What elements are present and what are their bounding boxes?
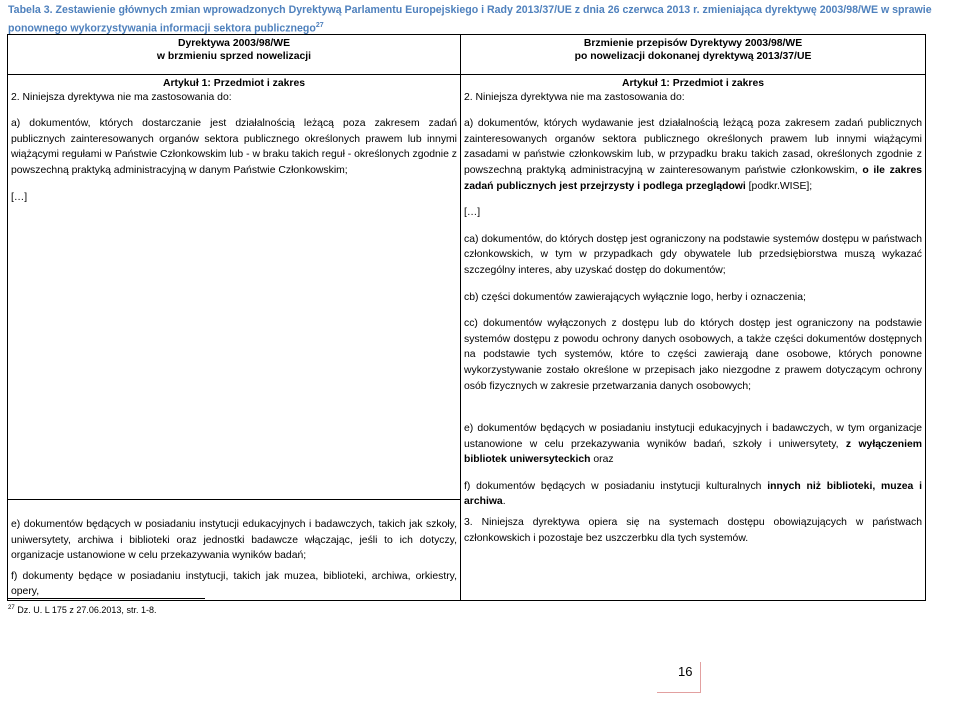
- header-right-line1: Brzmienie przepisów Dyrektywy 2003/98/WE: [583, 38, 803, 49]
- footnote: [8, 602, 156, 616]
- footnote-separator: [8, 598, 205, 599]
- table-caption: [8, 3, 958, 37]
- left-ellipsis: […]: [11, 191, 28, 203]
- right-article-heading: Artykuł 1: Przedmiot i zakres: [621, 78, 765, 89]
- left-point-e: e) dokumentów będących w posiadaniu instytucji edukacyjnych i badawczych, takich jak szkoły, uniwersytety, archiwa i biblioteki oraz jednostki badawcze włączając, jeśli to ich dotyczy, organizacje ustanowione w celu przekazywania wyników badań;: [11, 519, 457, 562]
- header-left: [8, 35, 461, 75]
- header-left-line1: Dyrektywa 2003/98/WE: [177, 38, 291, 49]
- left-article-heading: Artykuł 1: Przedmiot i zakres: [162, 78, 306, 89]
- header-left-line2: w brzmieniu sprzed nowelizacji: [156, 51, 312, 62]
- right-point-3: 3. Niniejsza dyrektywa opiera się na systemach dostępu obowiązujących w państwach członkowskich i pozostaje bez uszczerbku dla tych systemów.: [464, 517, 922, 544]
- right-point-cb: cb) części dokumentów zawierających wyłącznie logo, herby i oznaczenia;: [464, 291, 806, 303]
- right-point-f: f) dokumentów będących w posiadaniu instytucji kulturalnych innych niż biblioteki, muzea i archiwa.: [464, 480, 922, 508]
- page-number: 16: [678, 664, 693, 679]
- right-ellipsis: […]: [464, 207, 481, 219]
- right-point-cc: cc) dokumentów wyłączonych z dostępu lub do których dostęp jest ograniczony na podstawie systemów dostępu z powodu ochrony danych osobowych, a także części dokumentów dostępnych na podstawie tych systemów, które to części zawierają dane osobowe, których ponowne wykorzystywanie zostało określone w przepisach jako niezgodne z prawem dotyczącym ochrony osób fizycznych w zakresie przetwarzania danych osobowych;: [464, 318, 922, 392]
- left-point-f: f) dokumenty będące w posiadaniu instytucji, takich jak muzea, biblioteki, archiwa, orkiestry, opery,: [11, 570, 457, 598]
- right-column: [461, 75, 926, 601]
- left-column-upper: [8, 75, 461, 500]
- right-point-f-emphasis: innych niż biblioteki, muzea i archiwa: [464, 480, 922, 508]
- right-point-e: e) dokumentów będących w posiadaniu instytucji edukacyjnych i badawczych, w tym organizacje ustanowione w celu przekazywania wyników badań, szkoły i uniwersytety, z wyłączeniem bibliotek uniwersyteckich oraz: [464, 423, 922, 466]
- right-point-e-emphasis: z wyłączeniem bibliotek uniwersyteckich: [464, 438, 922, 466]
- right-point-ca: ca) dokumentów, do których dostęp jest ograniczony na podstawie systemów dostępu w państwach członkowskich, w tym w przypadkach gdy obywatele lub przedsiębiorstwa muszą wykazać szczególny interes, aby uzyskać dostęp do dokumentów;: [464, 233, 922, 276]
- header-right-line2: po nowelizacji dokonanej dyrektywą 2013/37/UE: [574, 51, 812, 62]
- left-intro: 2. Niniejsza dyrektywa nie ma zastosowania do:: [11, 91, 232, 103]
- comparison-table: [7, 34, 926, 601]
- left-column-lower: [8, 500, 461, 601]
- footnote-number: 27: [8, 605, 15, 611]
- right-point-a: a) dokumentów, których wydawanie jest działalnością leżącą poza zakresem zadań publicznych zainteresowanych organów sektora publicznego określonych prawem lub innymi wiążącymi zasadami w państwie członkowskim lub, w przypadku braku takich zasad, określonych zgodnie z powszechną praktyką administracyjną w zainteresowanym państwie członkowskim, o ile zakres zadań publicznych jest przejrzysty i podlega przeglądowi [podkr.WISE];: [464, 118, 922, 192]
- right-point-a-emphasis: o ile zakres zadań publicznych jest przejrzysty i podlega przeglądowi: [464, 164, 922, 192]
- header-right: [461, 35, 926, 75]
- footnote-text: Dz. U. L 175 z 27.06.2013, str. 1-8.: [17, 605, 157, 615]
- left-point-a: a) dokumentów, których dostarczanie jest działalnością leżącą poza zakresem zadań publicznych zainteresowanych organów sektora publicznego określonych prawem lub innymi wiążącymi regułami w Państwie Członkowskim lub - w braku takich reguł - określonych zgodnie z powszechną praktyką administracyjną w danym Państwie Członkowskim;: [11, 118, 457, 176]
- right-intro: 2. Niniejsza dyrektywa nie ma zastosowania do:: [464, 91, 685, 103]
- caption-footnote-ref[interactable]: 27: [315, 22, 324, 29]
- caption-text: Tabela 3. Zestawienie głównych zmian wprowadzonych Dyrektywą Parlamentu Europejskiego i Rady 2013/37/UE z dnia 26 czerwca 2013 r. zmieniająca dyrektywę 2003/98/WE w sprawie ponownego wykorzystywania informacji sektora publicznego: [8, 4, 932, 35]
